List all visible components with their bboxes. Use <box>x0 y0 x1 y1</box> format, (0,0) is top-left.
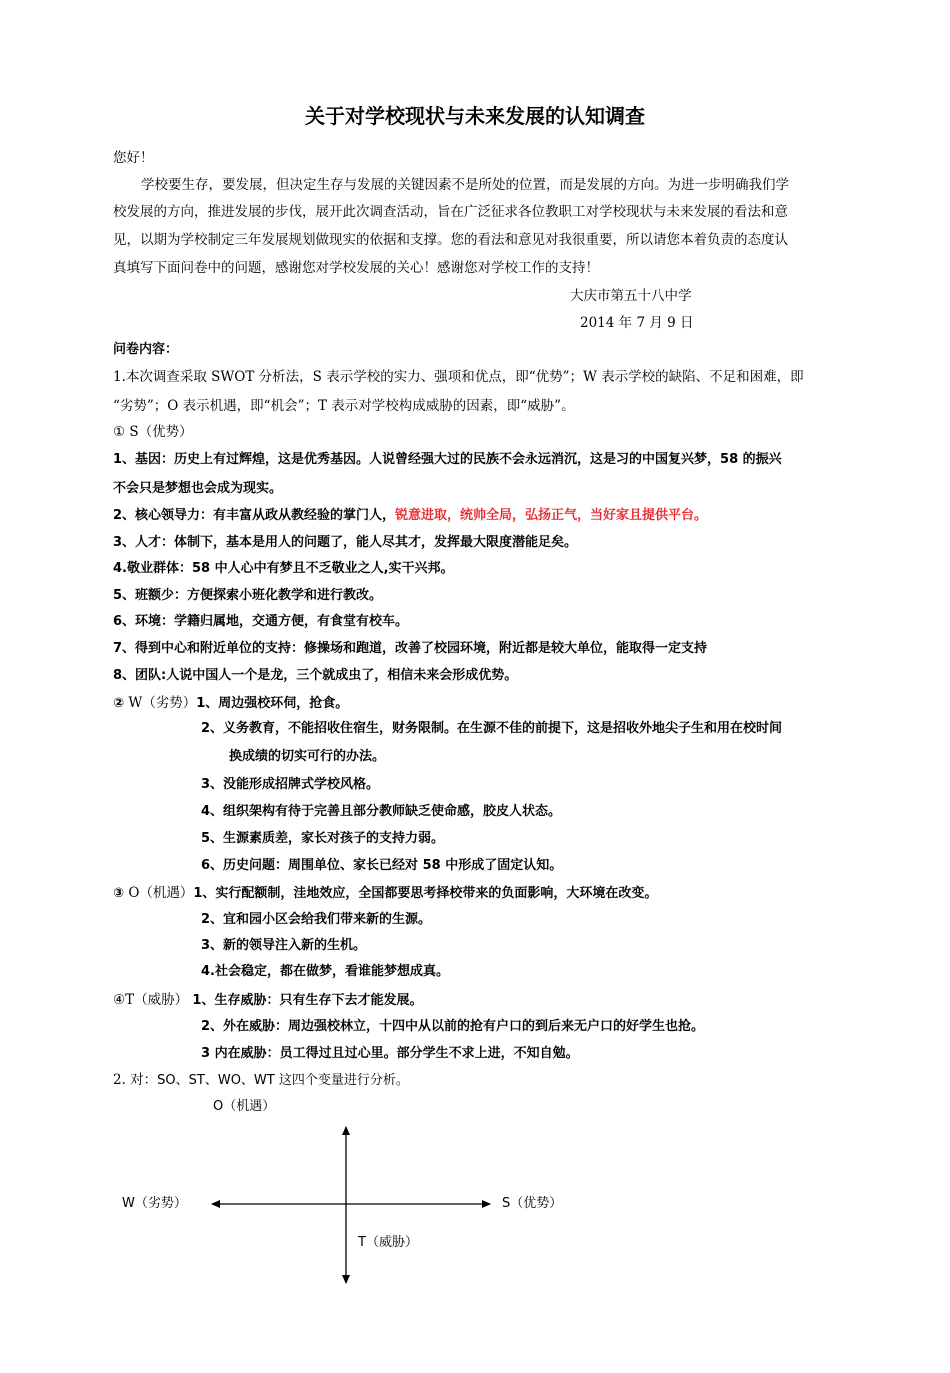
s-item: 8、团队:人说中国人一个是龙，三个就成虫了，相信未来会形成优势。 <box>113 668 518 683</box>
w-item: 2、义务教育，不能招收住宿生，财务限制。在生源不佳的前提下，这是招收外地尖子生和用在校时间 <box>201 721 783 736</box>
w-item: 1、周边强校环伺，抢食。 <box>196 696 349 711</box>
w-item: 5、生源素质差，家长对孩子的支持力弱。 <box>201 831 445 846</box>
s-item: 6、环境：学籍归属地，交通方便，有食堂有校车。 <box>113 614 409 629</box>
s-item: 5、班额少：方便探索小班化教学和进行教改。 <box>113 588 383 603</box>
o-item: 2、宜和园小区会给我们带来新的生源。 <box>201 912 432 927</box>
o-circle-number: ③ <box>113 886 125 901</box>
o-item: 3、新的领导注入新的生机。 <box>201 938 367 953</box>
t-item: 1、生存威胁：只有生存下去才能发展。 <box>192 993 423 1008</box>
axis-label-threat: T（威胁） <box>358 1235 418 1250</box>
intro-line: 见，以期为学校制定三年发展规划做现实的依据和支撑。您的看法和意见对我很重要，所以请您本着负责的态度认 <box>113 232 788 248</box>
w-item: 3、没能形成招牌式学校风格。 <box>201 777 380 792</box>
w-item-continuation: 换成绩的切实可行的办法。 <box>229 749 386 764</box>
greeting: 您好！ <box>113 150 154 166</box>
page-title: 关于对学校现状与未来发展的认知调查 <box>305 104 645 128</box>
s-item-2-highlight: 锐意进取，统帅全局，弘扬正气，当好家且提供平台。 <box>395 508 708 523</box>
s-item: 3、人才：体制下，基本是用人的问题了，能人尽其才，发挥最大限度潜能足矣。 <box>113 535 578 550</box>
s-item: 1、基因：历史上有过辉煌，这是优秀基因。人说曾经强大过的民族不会永远消沉，这是习的中国复兴梦，58 的振兴 <box>113 452 782 467</box>
signature-school: 大庆市第五十八中学 <box>570 288 692 304</box>
signature-date: 2014 年 7 月 9 日 <box>580 315 694 331</box>
o-item: 4.社会稳定，都在做梦，看谁能梦想成真。 <box>201 964 449 979</box>
s-item-2-text: 2、核心领导力：有丰富从政从教经验的掌门人， <box>113 508 396 523</box>
w-circle-number: ② <box>113 696 125 711</box>
s-item: 不会只是梦想也会成为现实。 <box>113 481 283 496</box>
axis-label-opportunity: O（机遇） <box>213 1099 276 1114</box>
o-item: 1、实行配额制，洼地效应，全国都要思考择校带来的负面影响，大环境在改变。 <box>193 886 658 901</box>
question-1-line: 1.本次调查采取 SWOT 分析法，S 表示学校的实力、强项和优点，即“优势”；W 表示学校的缺陷、不足和困难，即 <box>113 369 804 385</box>
question-2-prefix: 2. 对： <box>113 1072 158 1088</box>
contents-heading: 问卷内容： <box>113 342 179 357</box>
s-item: 7、得到中心和附近单位的支持：修操场和跑道，改善了校园环境，附近都是较大单位，能取得一定支持 <box>113 641 708 656</box>
intro-line: 学校要生存，要发展，但决定生存与发展的关键因素不是所处的位置，而是发展的方向。为进一步明确我们学 <box>141 177 789 193</box>
t-item: 3 内在威胁：员工得过且过心里。部分学生不求上进，不知自勉。 <box>201 1046 579 1061</box>
intro-line: 校发展的方向，推进发展的步伐，展开此次调查活动，旨在广泛征求各位教职工对学校现状与未来发展的看法和意 <box>113 204 788 220</box>
t-label: ④T（威胁） <box>113 992 189 1008</box>
o-label: O（机遇） <box>128 885 194 901</box>
t-item: 2、外在威胁：周边强校林立，十四中从以前的抢有户口的到后来无户口的好学生也抢。 <box>201 1019 705 1034</box>
s-section-heading: ① S（优势） <box>113 424 193 440</box>
question-1-line: “劣势”；O 表示机遇，即“机会”；T 表示对学校构成威胁的因素，即“威胁”。 <box>113 398 575 414</box>
s-item: 4.敬业群体：58 中人心中有梦且不乏敬业之人,实干兴邦。 <box>113 561 454 576</box>
w-item: 6、历史问题：周围单位、家长已经对 58 中形成了固定认知。 <box>201 858 563 873</box>
intro-line: 真填写下面问卷中的问题，感谢您对学校发展的关心！感谢您对学校工作的支持！ <box>113 260 599 276</box>
axis-label-weakness: W（劣势） <box>122 1196 187 1211</box>
question-2-text: SO、ST、WO、WT 这四个变量进行分析。 <box>157 1073 409 1088</box>
w-item: 4、组织架构有待于完善且部分教师缺乏使命感，胶皮人状态。 <box>201 804 562 819</box>
axis-label-strength: S（优势） <box>502 1196 563 1211</box>
w-label: W（劣势） <box>128 695 197 711</box>
